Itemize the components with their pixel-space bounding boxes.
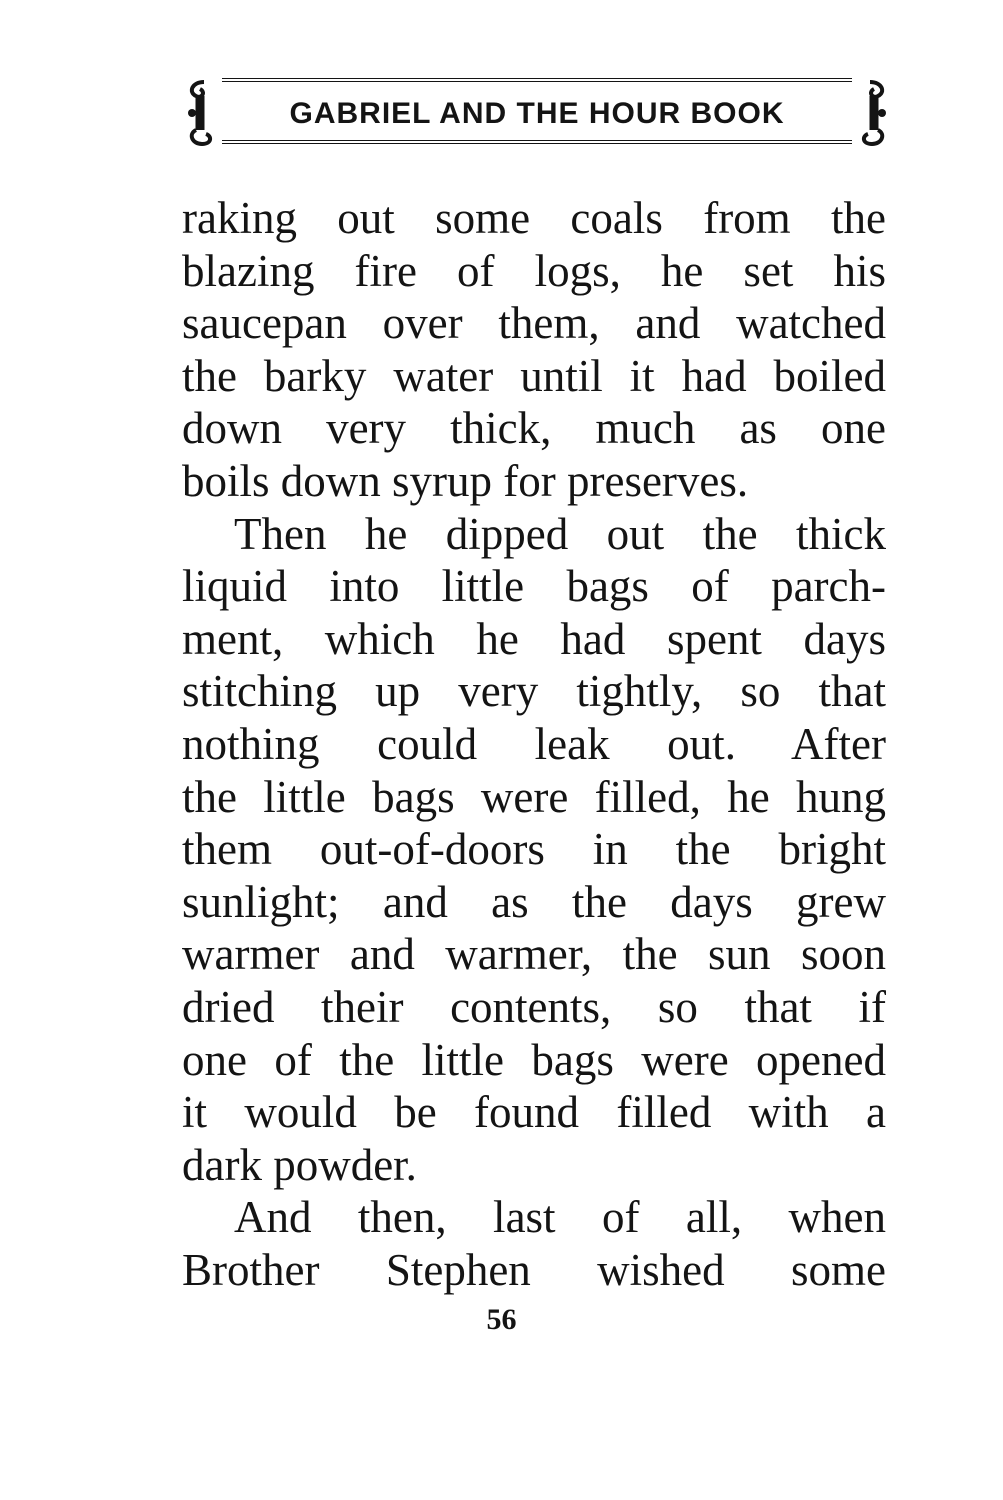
header-rule-top <box>222 78 852 82</box>
text-line: Then he dipped out the thick <box>234 508 886 559</box>
running-head: GABRIEL AND THE HOUR BOOK <box>289 97 785 130</box>
text-line: liquid into little bags of parch- <box>182 561 886 612</box>
scroll-ornament-left-icon <box>182 78 218 148</box>
text-line: nothing could leak out. After <box>182 718 886 769</box>
text-line: it would be found filled with a <box>182 1087 886 1138</box>
text-line: And then, last of all, when <box>234 1192 886 1243</box>
text-line: dark powder. <box>182 1139 417 1190</box>
scroll-ornament-right-icon <box>856 78 892 148</box>
text-line: boils down syrup for preserves. <box>182 455 749 506</box>
text-line: down very thick, much as one <box>182 403 886 454</box>
text-line: dried their contents, so that if <box>182 981 886 1032</box>
text-line: Brother Stephen wished some <box>182 1244 886 1295</box>
page-number: 56 <box>486 1303 517 1336</box>
text-line: sunlight; and as the days grew <box>182 876 886 927</box>
text-line: blazing fire of logs, he set his <box>182 245 886 296</box>
text-line: the barky water until it had boiled <box>182 350 886 401</box>
text-line: them out-of-doors in the bright <box>182 824 886 875</box>
text-line: one of the little bags were opened <box>182 1034 886 1085</box>
text-line: warmer and warmer, the sun soon <box>182 929 886 980</box>
text-line: ment, which he had spent days <box>182 613 886 664</box>
text-line: stitching up very tightly, so that <box>182 666 886 717</box>
page-header <box>182 74 892 154</box>
text-line: saucepan over them, and watched <box>182 298 886 349</box>
text-line: raking out some coals from the <box>182 193 886 243</box>
text-line: the little bags were filled, he hung <box>182 771 886 822</box>
body-text <box>182 192 886 1296</box>
header-rule-bottom <box>222 140 852 144</box>
